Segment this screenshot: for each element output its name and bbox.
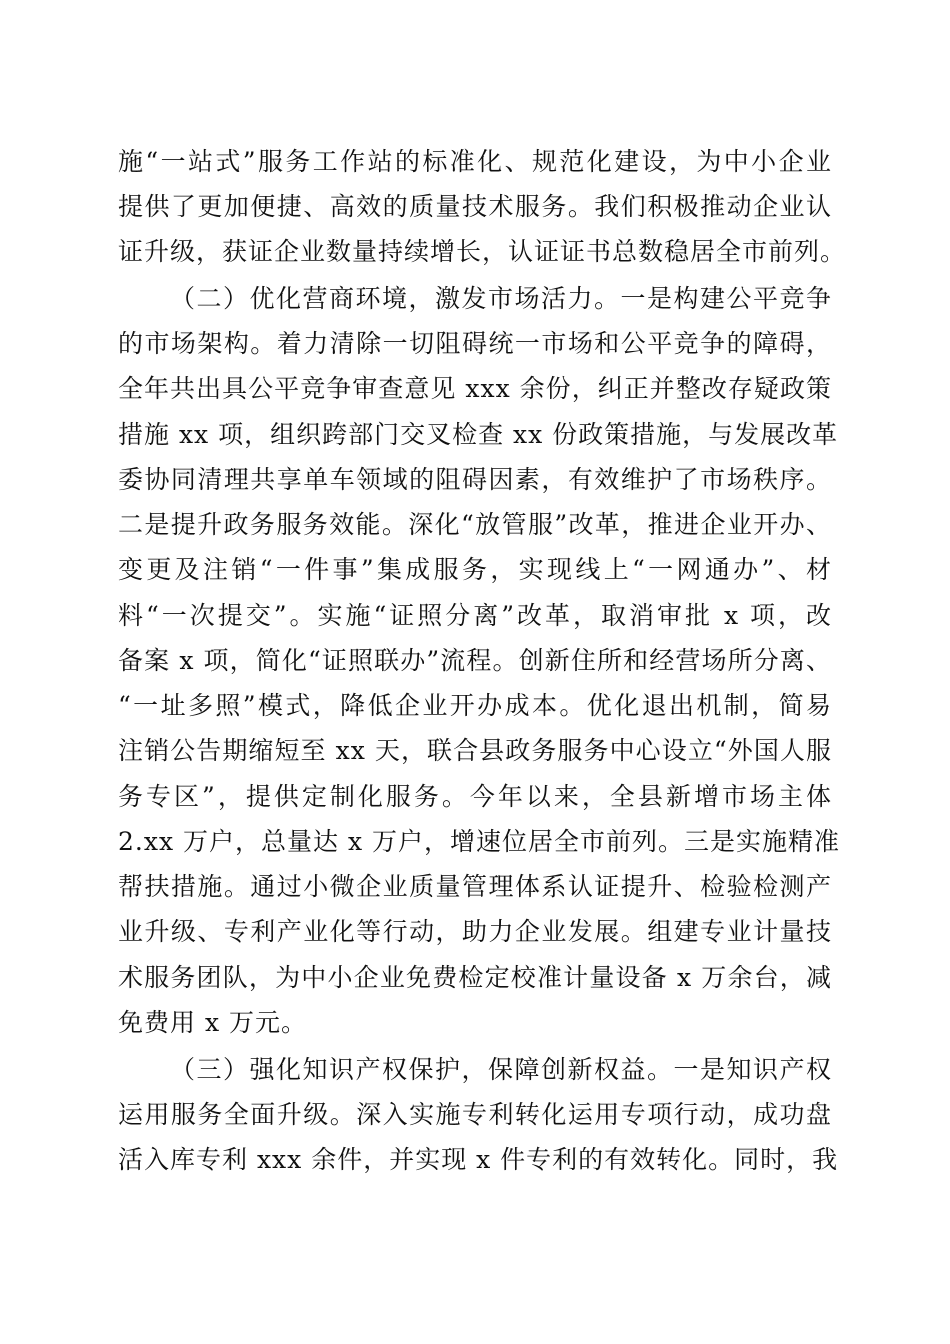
text-line: 务专区”，提供定制化服务。今年以来，全县新增市场主体 — [118, 782, 832, 811]
text-line: 免费用 x 万元。 — [118, 1008, 307, 1037]
text-line: 提供了更加便捷、高效的质量技术服务。我们积极推动企业认 — [118, 192, 832, 221]
text-line: 施“一站式”服务工作站的标准化、规范化建设，为中小企业 — [118, 147, 832, 176]
text-line: 运用服务全面升级。深入实施专利转化运用专项行动，成功盘 — [118, 1100, 832, 1129]
text-line: 业升级、专利产业化等行动，助力企业发展。组建专业计量技 — [118, 917, 832, 946]
text-line: 证升级，获证企业数量持续增长，认证证书总数稳居全市前列。 — [118, 237, 847, 266]
text-line: “一址多照”模式，降低企业开办成本。优化退出机制，简易 — [118, 691, 832, 720]
text-line: 变更及注销“一件事”集成服务，实现线上“一网通办”、材 — [118, 555, 832, 584]
text-line: 备案 x 项，简化“证照联办”流程。创新住所和经营场所分离、 — [118, 646, 832, 675]
text-line: 全年共出具公平竞争审查意见 xxx 余份，纠正并整改存疑政策 — [118, 374, 832, 403]
text-line: 注销公告期缩短至 xx 天，联合县政务服务中心设立“外国人服 — [118, 736, 832, 765]
section-heading-line: （三）强化知识产权保护，保障创新权益。一是知识产权 — [170, 1055, 832, 1084]
text-line: 措施 xx 项，组织跨部门交叉检查 xx 份政策措施，与发展改革 — [118, 420, 839, 449]
text-line: 术服务团队，为中小企业免费检定校准计量设备 x 万余台，减 — [118, 963, 832, 992]
text-line: 活入库专利 xxx 余件，并实现 x 件专利的有效转化。同时，我 — [118, 1145, 839, 1174]
text-line: 2.xx 万户，总量达 x 万户，增速位居全市前列。三是实施精准 — [118, 827, 840, 856]
text-line: 帮扶措施。通过小微企业质量管理体系认证提升、检验检测产 — [118, 872, 832, 901]
text-line: 委协同清理共享单车领域的阻碍因素，有效维护了市场秩序。 — [118, 465, 832, 494]
section-heading-line: （二）优化营商环境，激发市场活力。一是构建公平竞争 — [170, 284, 832, 313]
text-line: 二是提升政务服务效能。深化“放管服”改革，推进企业开办、 — [118, 510, 832, 539]
text-line: 料“一次提交”。实施“证照分离”改革，取消审批 x 项，改 — [118, 601, 832, 630]
text-line: 的市场架构。着力清除一切阻碍统一市场和公平竞争的障碍， — [118, 329, 832, 358]
